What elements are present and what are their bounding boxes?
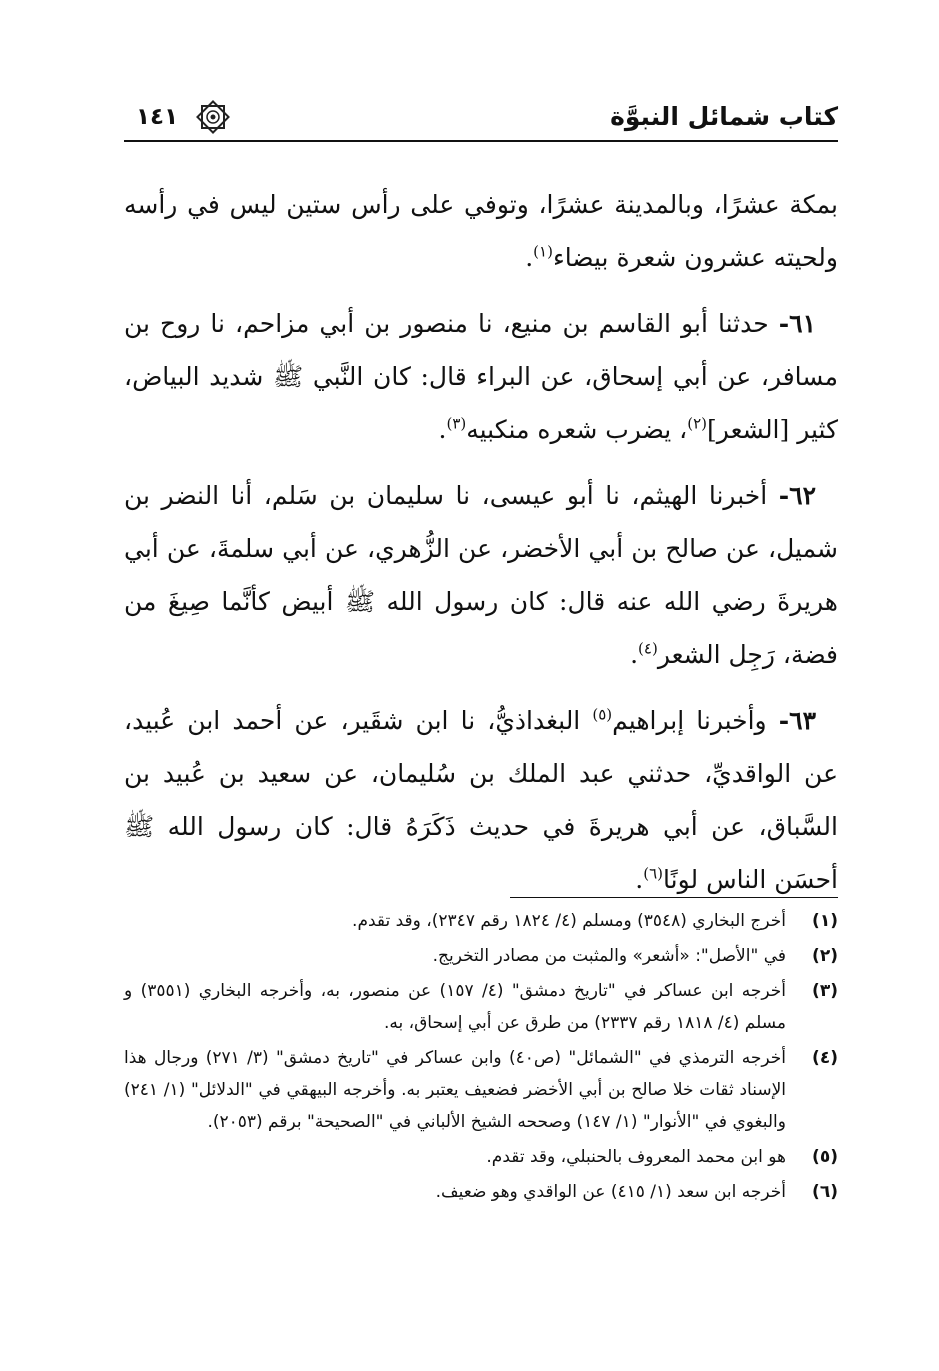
footnote: [124, 1042, 838, 1138]
paragraph-continuation: بمكة عشرًا، وبالمدينة عشرًا، وتوفي على رأس ستين ليس في رأسه ولحيته عشرون شعرة بيضاء$^{(١)}$.: [124, 190, 838, 272]
footnote-text: في "الأصل": «أشعر» والمثبت من مصادر التخريج.: [432, 946, 786, 966]
footnote-ref[interactable]: (١): [533, 242, 553, 261]
octagonal-star-ornament-icon: [196, 100, 230, 134]
hadith-61: ٦١- حدثنا أبو القاسم بن منيع، نا منصور بن أبي مزاحم، نا روح بن مسافر، عن أبي إسحاق، عن البراء قال: كان النَّبي ﷺ شديد البياض، كثير [الشعر]$^{(٢)}$، يضرب شعره منكبيه$^{(٣)}$.: [124, 309, 838, 444]
footnote: [124, 1141, 838, 1173]
footnote-text: هو ابن محمد المعروف بالحنبلي، وقد تقدم.: [486, 1147, 786, 1167]
footnote: [124, 905, 838, 937]
footnote-mark: (٣): [812, 981, 838, 1001]
footnote-text: أخرجه ابن عساكر في "تاريخ دمشق" (٤/ ١٥٧) عن منصور، به، وأخرجه البخاري (٣٥٥١) و مسلم (٤/ ١٨١٨ رقم ٢٣٣٧) من طرق عن أبي إسحاق، به.: [124, 981, 786, 1033]
footnote-ref[interactable]: (٥): [592, 705, 613, 724]
footnote-divider: [510, 897, 838, 898]
footnote-mark: (٢): [812, 946, 838, 966]
footnote: [124, 1176, 838, 1208]
book-title: كتاب شمائل النبوَّة: [610, 102, 838, 131]
footnote-ref[interactable]: (٦): [643, 864, 664, 883]
main-text: [124, 178, 838, 919]
footnote-mark: (٤): [812, 1048, 838, 1068]
footnote: [124, 940, 838, 972]
footnote-text: أخرجه الترمذي في "الشمائل" (ص٤٠) وابن عساكر في "تاريخ دمشق" (٣/ ٢٧١) ورجال هذا الإسناد ثقات خلا صالح بن أبي الأخضر فضعيف يعتبر به. وأخرجه البيهقي في "الدلائل" (١/ ٢٤١) والبغوي في "الأنوار" (١/ ١٤٧) وصححه الشيخ الألباني في "الصحيحة" برقم (٢٠٥٣).: [124, 1048, 786, 1132]
footnote-text: أخرج البخاري (٣٥٤٨) ومسلم (٤/ ١٨٢٤ رقم ٢٣٤٧)، وقد تقدم.: [352, 911, 786, 931]
hadith-number: ٦٣-: [778, 706, 816, 735]
hadith-62: ٦٢- أخبرنا الهيثم، نا أبو عيسى، نا سليمان بن سَلم، أنا النضر بن شميل، عن صالح بن أبي الأخضر، عن الزُّهري، عن أبي سلمةَ، عن أبي هريرةَ رضي الله عنه قال: كان رسول الله ﷺ أبيض كأنَّما صِيغَ من فضة، رَجِل الشعر$^{(٤)}$.: [124, 481, 838, 669]
footnote-ref[interactable]: (٢): [687, 414, 708, 433]
page-number: ١٤١: [136, 104, 179, 130]
footnote-mark: (٦): [812, 1182, 838, 1202]
footnote-ref[interactable]: (٣): [446, 414, 467, 433]
hadith-number: ٦١-: [778, 309, 816, 338]
footnote: [124, 975, 838, 1039]
header-divider: [124, 140, 838, 142]
footnote-mark: (١): [812, 911, 838, 931]
footnotes: [124, 905, 838, 1211]
running-header: [124, 96, 838, 142]
hadith-63: ٦٣- وأخبرنا إبراهيم$^{(٥)}$ البغداذيُّ، نا ابن شقَير، عن أحمد ابن عُبيد، عن الواقديِّ، حدثني عبد الملك بن سُليمان، عن سعيد بن عُبيد بن السَّباق، عن أبي هريرةَ في حديث ذَكَرَهُ قال: كان رسول الله ﷺ أحسَن الناس لونًا$^{(٦)}$.: [124, 705, 838, 894]
footnote-ref[interactable]: (٤): [638, 639, 658, 658]
footnote-text: أخرجه ابن سعد (١/ ٤١٥) عن الواقدي وهو ضعيف.: [435, 1182, 786, 1202]
hadith-number: ٦٢-: [778, 481, 816, 510]
footnote-mark: (٥): [812, 1147, 838, 1167]
